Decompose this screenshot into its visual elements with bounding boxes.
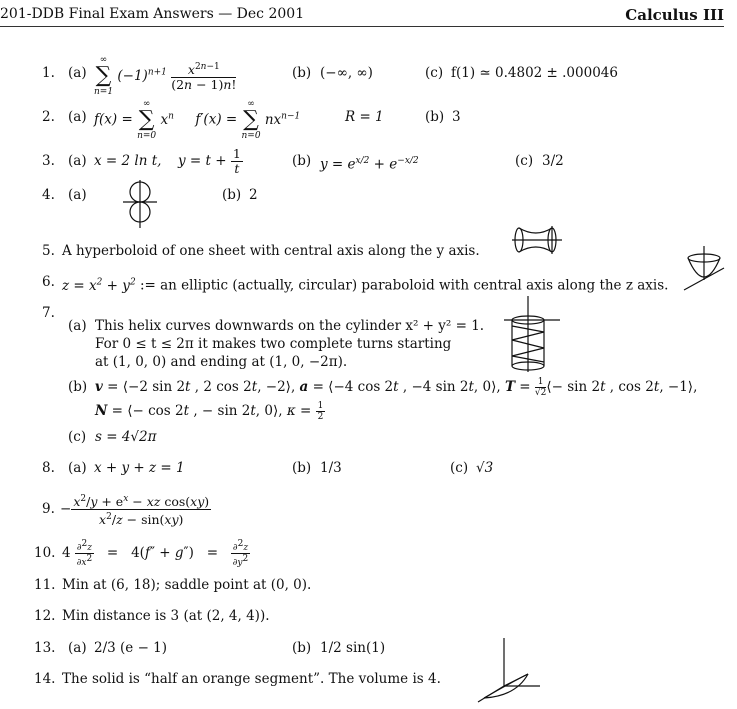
question-3-number: 3. [42,153,55,169]
question-10-equation: 4 $\frac{\partial^2z}{\partial x^2}$ = 4(f″ + g″) = $\frac{\partial^2z}{\partial y^2}$ [62,539,249,568]
question-2-series: f(x) = ∞ ∑ n=0 $x^n$ f′(x) = ∞ ∑ n=0 $nx^{n-1}$ [94,99,301,141]
question-1-part-a-label: (a) [68,65,87,81]
question-3-param-y: y = t + $\frac{1}{t}$ [178,146,241,176]
question-2-number: 2. [42,109,55,125]
question-3-answer-c: 3/2 [542,153,564,169]
figure-eight-curve-icon [120,180,160,228]
question-7-arc-length: s = 4√2π [95,429,157,445]
helix-sketch-icon [504,296,564,372]
question-3-part-b-label: (b) [292,153,312,169]
question-6-number: 6. [42,274,55,290]
question-12-number: 12. [34,608,56,624]
question-13-part-a-label: (a) [68,640,87,656]
question-7-part-b-label: (b) [68,379,88,395]
paraboloid-sketch-icon [684,246,726,292]
question-7-b-line-2: N = ⟨− cos 2t , − sin 2t, 0⟩, κ = $\frac{1}{2}$ [95,401,324,422]
question-7-a-line-3: at (1, 0, 0) and ending at (1, 0, −2π). [95,354,348,370]
question-7-b-line-1: v = ⟨−2 sin 2t , 2 cos 2t, −2⟩, a = ⟨−4 cos 2t , −4 sin 2t, 0⟩, T = $\frac{1}{√2}$ ⟨− sin 2t , cos 2t, −1⟩, [95,377,698,398]
question-1-interval: (−∞, ∞) [320,65,373,81]
question-7-a-line-2: For 0 ≤ t ≤ 2π it makes two complete turns starting [95,336,452,352]
question-8-plane: x + y + z = 1 [94,460,185,476]
question-13-answer-a: 2/3 (e − 1) [94,640,168,656]
question-11-number: 11. [34,577,56,593]
question-3-param-x: x = 2 ln t, [94,153,162,169]
question-13-part-b-label: (b) [292,640,312,656]
question-14-answer: The solid is “half an orange segment”. The volume is 4. [62,671,441,687]
question-4-answer-b: 2 [249,187,258,203]
question-8-part-c-label: (c) [450,460,469,476]
question-3-cartesian: $y = e^{x/2} + e^{-x/2}$ [320,156,419,173]
question-4-part-b-label: (b) [222,187,242,203]
question-1-part-c-label: (c) [425,65,444,81]
question-14-number: 14. [34,671,56,687]
header-title: 201-DDB Final Exam Answers — Dec 2001 [0,6,305,22]
question-9-number: 9. [42,501,55,517]
question-1-part-b-label: (b) [292,65,312,81]
question-8-answer-b: 1/3 [320,460,342,476]
question-8-number: 8. [42,460,55,476]
question-8-part-b-label: (b) [292,460,312,476]
question-2-radius: R = 1 [345,109,384,125]
question-2-part-b-label: (b) [425,109,445,125]
question-3-part-a-label: (a) [68,153,87,169]
question-5-answer: A hyperboloid of one sheet with central axis along the y axis. [62,243,480,259]
question-1-approximation: f(1) ≃ 0.4802 ± .000046 [451,65,618,81]
question-4-part-a-label: (a) [68,187,87,203]
question-8-part-a-label: (a) [68,460,87,476]
question-13-answer-b: 1/2 sin(1) [320,640,386,656]
question-10-number: 10. [34,545,56,561]
question-7-part-c-label: (c) [68,429,87,445]
question-2-part-a-label: (a) [68,109,87,125]
question-7-part-a-label: (a) [68,318,87,334]
question-12-answer: Min distance is 3 (at (2, 4, 4)). [62,608,270,624]
question-1-number: 1. [42,65,55,81]
question-6-answer: an elliptic (actually, circular) paraboloid with central axis along the z axis. [160,277,669,294]
question-4-number: 4. [42,187,55,203]
question-2-answer-b: 3 [452,109,461,125]
page-header [0,4,724,27]
hyperboloid-sketch-icon [512,224,562,256]
course-name: Calculus III [625,6,724,24]
question-9-derivative: − $\frac{x^2/y + e^x - xz \cos(xy)}{x^2/z - \sin(xy)}$ [60,493,210,528]
question-1-series: ∞ ∑ n=1 $(-1)^{n+1}$ $\frac{x^{2n-1}}{(2n - 1)n!}$ [94,55,237,97]
question-6-equation: $z = x^2 + y^2$ := an elliptic (actually, circular) paraboloid with central axis along the z axis. [62,277,669,294]
question-11-answer: Min at (6, 18); saddle point at (0, 0). [62,577,312,593]
question-7-number: 7. [42,305,55,321]
orange-segment-sketch-icon [476,638,542,704]
question-8-answer-c: √3 [476,460,494,476]
question-13-number: 13. [34,640,56,656]
question-7-a-line-1: This helix curves downwards on the cylinder x² + y² = 1. [95,318,485,334]
question-5-number: 5. [42,243,55,259]
question-3-part-c-label: (c) [515,153,534,169]
